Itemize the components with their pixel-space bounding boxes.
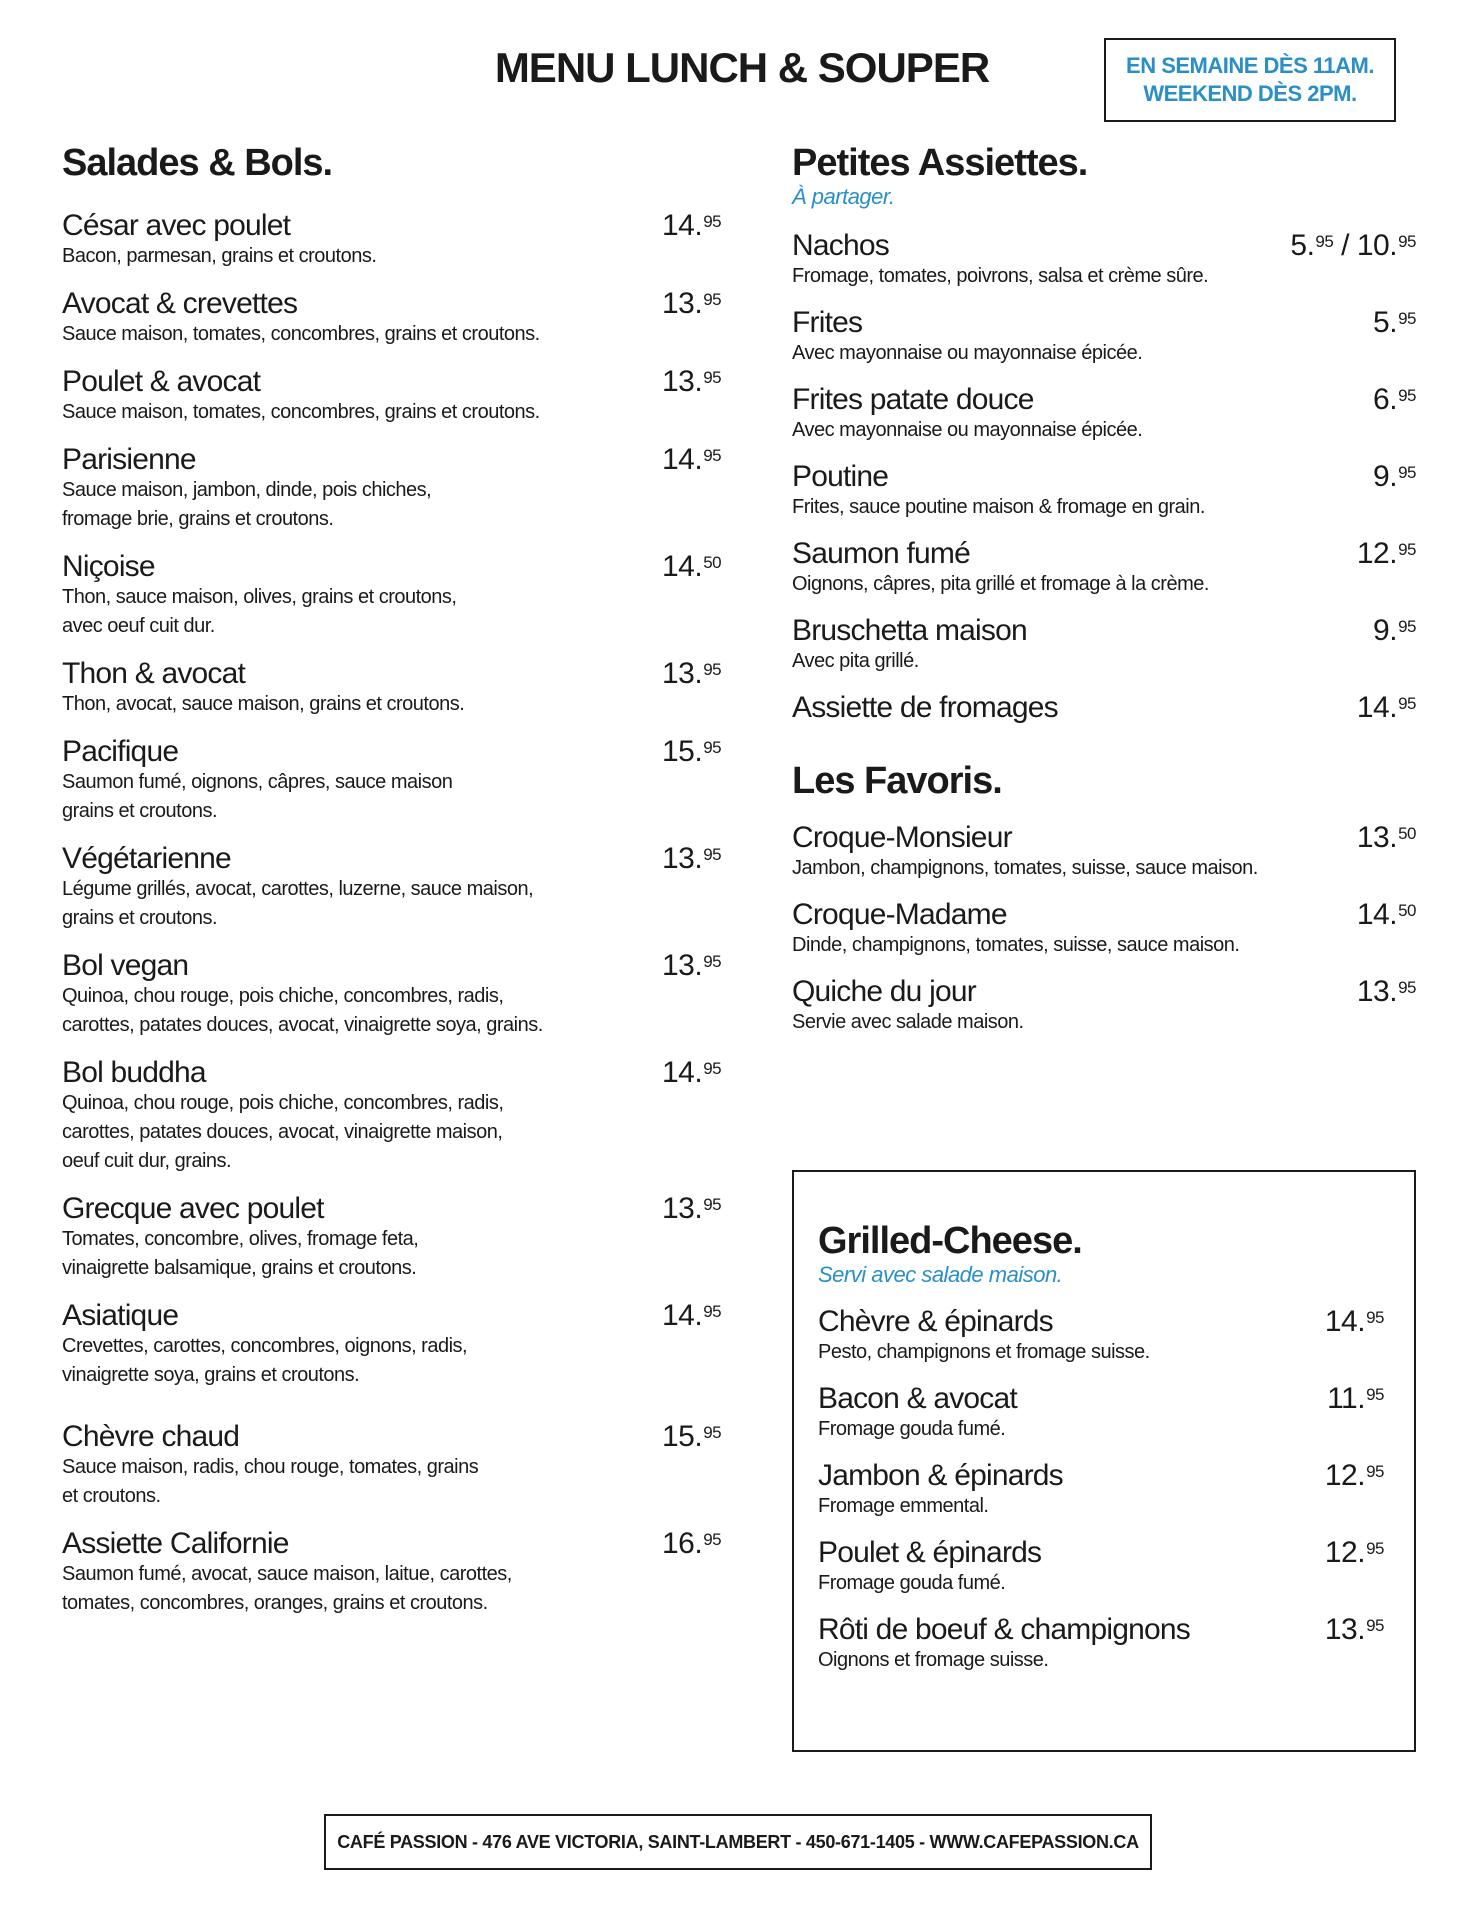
description-line: Saumon fumé, oignons, câpres, sauce maison bbox=[62, 771, 453, 793]
item-description bbox=[62, 1089, 722, 1176]
description-line: Quinoa, chou rouge, pois chiche, concombres, radis, bbox=[62, 985, 504, 1007]
price-cents: 95 bbox=[1398, 232, 1416, 251]
description-line: Légume grillés, avocat, carottes, luzerne, sauce maison, bbox=[62, 878, 534, 900]
description-line: Dinde, champignons, tomates, suisse, sauce maison. bbox=[792, 934, 1240, 956]
price-cents: 95 bbox=[1398, 978, 1416, 997]
description-line: vinaigrette soya, grains et croutons. bbox=[62, 1364, 360, 1386]
description-line: Sauce maison, radis, chou rouge, tomates, grains bbox=[62, 1456, 479, 1478]
menu-item bbox=[62, 1193, 722, 1283]
menu-item bbox=[818, 1306, 1384, 1367]
item-description bbox=[62, 583, 722, 641]
item-description bbox=[818, 1569, 1384, 1598]
description-line: Avec pita grillé. bbox=[792, 650, 919, 672]
price-cents: 95 bbox=[1366, 1616, 1384, 1635]
menu-item bbox=[62, 551, 722, 641]
price-dollars: 11. bbox=[1327, 1382, 1366, 1415]
price-dollars: 10. bbox=[1356, 229, 1398, 262]
item-name: Bol buddha bbox=[62, 1056, 206, 1089]
menu-item bbox=[62, 658, 722, 719]
price-dollars: 14. bbox=[1324, 1305, 1366, 1338]
item-description bbox=[62, 768, 722, 826]
price-dollars: 12. bbox=[1324, 1459, 1366, 1492]
menu-item bbox=[62, 210, 722, 271]
item-name: Quiche du jour bbox=[792, 975, 976, 1008]
description-line: Sauce maison, jambon, dinde, pois chiches, bbox=[62, 479, 432, 501]
item-name: Croque-Madame bbox=[792, 898, 1007, 931]
menu-item bbox=[818, 1537, 1384, 1598]
item-description bbox=[62, 690, 722, 719]
item-name: Asiatique bbox=[62, 1299, 179, 1332]
description-line: Bacon, parmesan, grains et croutons. bbox=[62, 245, 377, 267]
item-name: Frites patate douce bbox=[792, 383, 1034, 416]
menu-item bbox=[62, 1300, 722, 1390]
description-line: Fromage, tomates, poivrons, salsa et crème sûre. bbox=[792, 265, 1209, 287]
item-price bbox=[662, 1421, 721, 1453]
menu-item bbox=[62, 736, 722, 826]
hours-weekday: EN SEMAINE DÈS 11AM. bbox=[1126, 53, 1374, 78]
item-name: Assiette de fromages bbox=[792, 691, 1058, 724]
description-line: Oignons, câpres, pita grillé et fromage à la crème. bbox=[792, 573, 1209, 595]
menu-item bbox=[792, 822, 1416, 883]
price-dollars: 13. bbox=[1356, 821, 1398, 854]
item-name: Bol vegan bbox=[62, 949, 189, 982]
price-cents: 95 bbox=[703, 212, 722, 231]
item-description bbox=[792, 1008, 1416, 1037]
price-dollars: 13. bbox=[662, 949, 703, 982]
description-line: et croutons. bbox=[62, 1485, 161, 1507]
grilled-subtitle: Servi avec salade maison. bbox=[818, 1262, 1063, 1287]
menu-item bbox=[818, 1614, 1384, 1675]
price-cents: 95 bbox=[703, 738, 722, 757]
description-line: Fromage gouda fumé. bbox=[818, 1572, 1006, 1594]
item-name: Chèvre chaud bbox=[62, 1420, 240, 1453]
description-line: Thon, avocat, sauce maison, grains et croutons. bbox=[62, 693, 465, 715]
item-description bbox=[62, 875, 722, 933]
item-price bbox=[1325, 1460, 1384, 1492]
item-description bbox=[792, 854, 1416, 883]
favoris-list bbox=[792, 822, 1416, 1037]
description-line: Fromage gouda fumé. bbox=[818, 1418, 1006, 1440]
price-cents: 95 bbox=[703, 368, 722, 387]
item-name: César avec poulet bbox=[62, 209, 291, 242]
item-description bbox=[818, 1415, 1384, 1444]
item-price bbox=[662, 1193, 721, 1225]
menu-item bbox=[62, 1528, 722, 1618]
price-cents: 95 bbox=[1398, 617, 1416, 636]
item-description bbox=[62, 1225, 722, 1283]
item-name: Poutine bbox=[792, 460, 889, 493]
item-price bbox=[662, 551, 721, 583]
description-line: fromage brie, grains et croutons. bbox=[62, 508, 334, 530]
item-price bbox=[1357, 538, 1416, 570]
price-dollars: 14. bbox=[662, 1299, 703, 1332]
description-line: Avec mayonnaise ou mayonnaise épicée. bbox=[792, 419, 1143, 441]
price-dollars: 14. bbox=[662, 550, 703, 583]
description-line: Crevettes, carottes, concombres, oignons, radis, bbox=[62, 1335, 468, 1357]
item-name: Grecque avec poulet bbox=[62, 1192, 324, 1225]
menu-item bbox=[62, 288, 722, 349]
item-name: Assiette Californie bbox=[62, 1527, 289, 1560]
price-dollars: 13. bbox=[662, 365, 703, 398]
price-dollars: 14. bbox=[1356, 691, 1398, 724]
item-price bbox=[1325, 1306, 1384, 1338]
item-description bbox=[818, 1338, 1384, 1367]
petites-subtitle: À partager. bbox=[792, 184, 895, 209]
page-title: MENU LUNCH & SOUPER bbox=[494, 44, 990, 91]
item-description bbox=[62, 476, 722, 534]
price-dollars: 12. bbox=[1324, 1536, 1366, 1569]
hours-weekend: WEEKEND DÈS 2PM. bbox=[1143, 81, 1357, 106]
price-cents: 95 bbox=[1398, 540, 1416, 559]
footer-address: CAFÉ PASSION - 476 AVE VICTORIA, SAINT-LAMBERT - 450-671-1405 - WWW.CAFEPASSION.CA bbox=[324, 1814, 1152, 1870]
description-line: avec oeuf cuit dur. bbox=[62, 615, 215, 637]
price-cents: 95 bbox=[703, 1530, 722, 1549]
grilled-list bbox=[818, 1306, 1384, 1675]
item-description bbox=[792, 647, 1416, 676]
salades-list bbox=[62, 210, 722, 1618]
price-dollars: 5. bbox=[1373, 306, 1398, 339]
item-name: Rôti de boeuf & champignons bbox=[818, 1613, 1190, 1646]
right-column bbox=[792, 138, 1416, 1037]
item-price bbox=[1357, 822, 1416, 854]
description-line: Pesto, champignons et fromage suisse. bbox=[818, 1341, 1150, 1363]
item-name: Bruschetta maison bbox=[792, 614, 1027, 647]
menu-item bbox=[818, 1383, 1384, 1444]
favoris-title: Les Favoris. bbox=[792, 760, 1002, 802]
price-dollars: 14. bbox=[662, 443, 703, 476]
item-price bbox=[1357, 899, 1416, 931]
description-line: Thon, sauce maison, olives, grains et croutons, bbox=[62, 586, 457, 608]
item-price bbox=[662, 444, 721, 476]
description-line: Avec mayonnaise ou mayonnaise épicée. bbox=[792, 342, 1143, 364]
price-cents: 50 bbox=[703, 553, 722, 572]
price-dollars: 14. bbox=[1356, 898, 1398, 931]
price-cents: 95 bbox=[1366, 1385, 1384, 1404]
item-description bbox=[818, 1646, 1384, 1675]
item-name: Jambon & épinards bbox=[818, 1459, 1063, 1492]
item-description bbox=[62, 1453, 722, 1511]
menu-item bbox=[62, 950, 722, 1040]
description-line: vinaigrette balsamique, grains et croutons. bbox=[62, 1257, 417, 1279]
petites-title: Petites Assiettes. bbox=[792, 142, 1088, 184]
item-description bbox=[818, 1492, 1384, 1521]
price-dollars: 16. bbox=[662, 1527, 703, 1560]
price-dollars: 15. bbox=[662, 1420, 703, 1453]
item-name: Pacifique bbox=[62, 735, 179, 768]
menu-item bbox=[792, 976, 1416, 1037]
item-price bbox=[662, 210, 721, 242]
item-description bbox=[62, 982, 722, 1040]
petites-list bbox=[792, 230, 1416, 724]
description-line: Saumon fumé, avocat, sauce maison, laitue, carottes, bbox=[62, 1563, 512, 1585]
description-line: Servie avec salade maison. bbox=[792, 1011, 1024, 1033]
hours-box bbox=[1104, 38, 1396, 122]
item-description bbox=[792, 339, 1416, 368]
price-cents: 95 bbox=[703, 290, 722, 309]
price-dollars: 15. bbox=[662, 735, 703, 768]
grilled-cheese-box bbox=[792, 1170, 1416, 1752]
description-line: carottes, patates douces, avocat, vinaigrette soya, grains. bbox=[62, 1014, 543, 1036]
price-dollars: 13. bbox=[662, 657, 703, 690]
menu-item bbox=[792, 899, 1416, 960]
price-cents: 50 bbox=[1398, 824, 1416, 843]
price-dollars: 13. bbox=[662, 842, 703, 875]
item-price bbox=[1327, 1383, 1384, 1415]
item-description bbox=[792, 493, 1416, 522]
price-dollars: 14. bbox=[662, 209, 703, 242]
item-price bbox=[1373, 384, 1416, 416]
item-description bbox=[62, 398, 722, 427]
item-description bbox=[62, 1332, 722, 1390]
item-price bbox=[662, 736, 721, 768]
item-name: Nachos bbox=[792, 229, 889, 262]
item-description bbox=[792, 570, 1416, 599]
item-description bbox=[792, 262, 1416, 291]
description-line: Sauce maison, tomates, concombres, grains et croutons. bbox=[62, 323, 540, 345]
menu-item bbox=[792, 692, 1416, 724]
price-cents: 95 bbox=[703, 1195, 722, 1214]
price-cents: 95 bbox=[703, 446, 722, 465]
menu-item bbox=[62, 1421, 722, 1511]
item-price bbox=[662, 658, 721, 690]
grilled-title: Grilled-Cheese. bbox=[818, 1220, 1082, 1262]
price-cents: 95 bbox=[1398, 463, 1416, 482]
menu-item bbox=[792, 615, 1416, 676]
price-cents: 95 bbox=[1366, 1308, 1384, 1327]
price-cents: 95 bbox=[703, 845, 722, 864]
price-dollars: 12. bbox=[1356, 537, 1398, 570]
menu-item bbox=[792, 307, 1416, 368]
menu-item bbox=[62, 444, 722, 534]
item-price bbox=[662, 1528, 721, 1560]
description-line: oeuf cuit dur, grains. bbox=[62, 1150, 232, 1172]
item-price bbox=[1290, 230, 1416, 262]
description-line: Frites, sauce poutine maison & fromage en grain. bbox=[792, 496, 1205, 518]
description-line: Jambon, champignons, tomates, suisse, sauce maison. bbox=[792, 857, 1258, 879]
item-price bbox=[1373, 461, 1416, 493]
price-cents: 95 bbox=[703, 660, 722, 679]
price-cents: 95 bbox=[1366, 1539, 1384, 1558]
item-price bbox=[662, 366, 721, 398]
price-dollars: 14. bbox=[662, 1056, 703, 1089]
menu-item bbox=[792, 384, 1416, 445]
price-dollars: 13. bbox=[662, 287, 703, 320]
price-cents: 95 bbox=[703, 1302, 722, 1321]
menu-item bbox=[62, 366, 722, 427]
item-name: Croque-Monsieur bbox=[792, 821, 1012, 854]
description-line: tomates, concombres, oranges, grains et croutons. bbox=[62, 1592, 488, 1614]
price-dollars: 6. bbox=[1373, 383, 1398, 416]
item-price bbox=[662, 1057, 721, 1089]
item-name: Avocat & crevettes bbox=[62, 287, 298, 320]
item-description bbox=[792, 931, 1416, 960]
item-price bbox=[662, 950, 721, 982]
menu-item bbox=[792, 461, 1416, 522]
price-cents: 95 bbox=[703, 952, 722, 971]
item-name: Thon & avocat bbox=[62, 657, 246, 690]
menu-item bbox=[792, 538, 1416, 599]
item-description bbox=[792, 416, 1416, 445]
salades-title: Salades & Bols. bbox=[62, 142, 333, 184]
item-price bbox=[662, 843, 721, 875]
price-dollars: 5. bbox=[1290, 229, 1315, 262]
item-name: Poulet & épinards bbox=[818, 1536, 1042, 1569]
price-dollars: 9. bbox=[1373, 460, 1398, 493]
item-description bbox=[62, 242, 722, 271]
item-price bbox=[662, 288, 721, 320]
description-line: carottes, patates douces, avocat, vinaigrette maison, bbox=[62, 1121, 503, 1143]
description-line: grains et croutons. bbox=[62, 800, 218, 822]
item-description bbox=[62, 1560, 722, 1618]
item-price bbox=[1373, 615, 1416, 647]
price-dollars: 13. bbox=[662, 1192, 703, 1225]
price-cents: 95 bbox=[1398, 309, 1416, 328]
description-line: Quinoa, chou rouge, pois chiche, concombres, radis, bbox=[62, 1092, 504, 1114]
menu-item bbox=[62, 1057, 722, 1176]
menu-item bbox=[792, 230, 1416, 291]
description-line: Tomates, concombre, olives, fromage feta, bbox=[62, 1228, 419, 1250]
item-price bbox=[1325, 1614, 1384, 1646]
item-name: Végétarienne bbox=[62, 842, 231, 875]
price-cents: 95 bbox=[703, 1423, 722, 1442]
menu-item bbox=[62, 843, 722, 933]
price-cents: 95 bbox=[1398, 694, 1416, 713]
item-name: Parisienne bbox=[62, 443, 196, 476]
price-cents: 95 bbox=[703, 1059, 722, 1078]
item-name: Saumon fumé bbox=[792, 537, 970, 570]
salades-column bbox=[62, 138, 722, 1618]
price-cents: 95 bbox=[1398, 386, 1416, 405]
item-description bbox=[62, 320, 722, 349]
menu-item bbox=[818, 1460, 1384, 1521]
item-name: Poulet & avocat bbox=[62, 365, 261, 398]
description-line: grains et croutons. bbox=[62, 907, 218, 929]
price-dollars: 9. bbox=[1373, 614, 1398, 647]
item-price bbox=[1357, 692, 1416, 724]
description-line: Oignons et fromage suisse. bbox=[818, 1649, 1049, 1671]
price-cents: 50 bbox=[1398, 901, 1416, 920]
item-name: Chèvre & épinards bbox=[818, 1305, 1053, 1338]
item-name: Niçoise bbox=[62, 550, 155, 583]
item-price bbox=[1325, 1537, 1384, 1569]
price-separator: / bbox=[1333, 229, 1357, 262]
description-line: Sauce maison, tomates, concombres, grains et croutons. bbox=[62, 401, 540, 423]
price-cents: 95 bbox=[1315, 232, 1334, 251]
item-price bbox=[1357, 976, 1416, 1008]
price-dollars: 13. bbox=[1324, 1613, 1366, 1646]
item-price bbox=[662, 1300, 721, 1332]
item-price bbox=[1373, 307, 1416, 339]
description-line: Fromage emmental. bbox=[818, 1495, 989, 1517]
price-cents: 95 bbox=[1366, 1462, 1384, 1481]
item-name: Frites bbox=[792, 306, 863, 339]
item-name: Bacon & avocat bbox=[818, 1382, 1017, 1415]
price-dollars: 13. bbox=[1356, 975, 1398, 1008]
